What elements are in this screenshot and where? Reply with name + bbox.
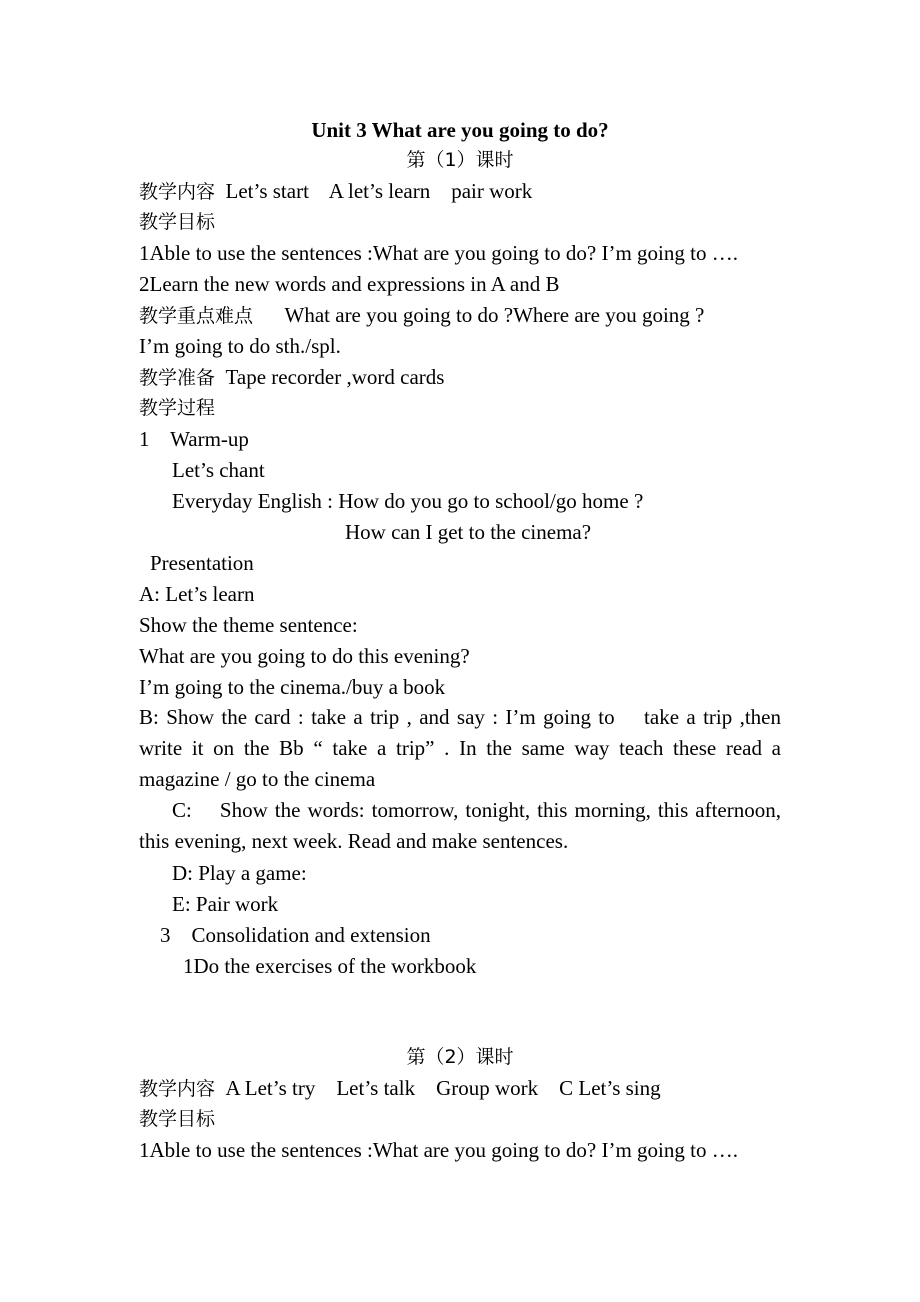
prep-value: Tape recorder ,word cards [225,365,445,389]
lesson-1-goal-1: 1Able to use the sentences :What are you going to do? I’m going to …. [139,241,738,265]
c-paragraph-line-2: this evening, next week. Read and make sentences. [139,829,569,853]
content-value: Let’s start A let’s learn pair work [225,179,533,203]
step-1-number: 1 [139,427,150,451]
lesson-1-goals-label: 教学目标 [139,211,216,233]
b-paragraph-line-1: B: Show the card : take a trip , and say : I’m going to take a trip ,then [139,705,781,729]
step-1-chant: Let’s chant [172,458,265,482]
lesson-2-goals-label: 教学目标 [139,1108,216,1130]
content-label: 教学内容 [139,1078,216,1100]
content-label: 教学内容 [139,181,216,203]
key-value: What are you going to do ?Where are you going ? [284,303,705,327]
step-3-item: 1Do the exercises of the workbook [183,954,477,978]
lesson-1-key-row [139,302,704,329]
step-1-row [139,426,249,452]
step-1-everyday-english: Everyday English : How do you go to school/go home ? [172,489,644,513]
e-pair-work: E: Pair work [172,892,279,916]
step-3-number: 3 [160,923,171,947]
step-3-title: Consolidation and extension [191,923,431,947]
lesson-2-heading: 第（2）课时 [406,1046,514,1068]
b-paragraph-line-3: magazine / go to the cinema [139,767,376,791]
content-value: A Let’s try Let’s talk Group work C Let’s sing [225,1076,661,1100]
key-label: 教学重点难点 [139,305,254,327]
lesson-1-prep-row [139,364,444,391]
lesson-2-goal-1: 1Able to use the sentences :What are you going to do? I’m going to …. [139,1138,738,1162]
lesson-1-goal-2: 2Learn the new words and expressions in A and B [139,272,560,296]
step-3-row [160,922,431,948]
lesson-1-process-label: 教学过程 [139,397,216,419]
prep-label: 教学准备 [139,367,216,389]
show-theme-sentence: Show the theme sentence: [139,613,358,637]
a-lets-learn: A: Let’s learn [139,582,255,606]
question-this-evening: What are you going to do this evening? [139,644,470,668]
c-paragraph-line-1: C: Show the words: tomorrow, tonight, this morning, this afternoon, [172,798,781,822]
answer-cinema: I’m going to the cinema./buy a book [139,675,446,699]
lesson-1-heading: 第（1）课时 [406,149,514,171]
b-paragraph-line-2: write it on the Bb “ take a trip” . In the same way teach these read a [139,736,781,760]
document-title: Unit 3 What are you going to do? [311,118,609,142]
presentation-heading: Presentation [150,551,254,575]
lesson-2-content-row [139,1075,661,1102]
step-1-cinema-question: How can I get to the cinema? [345,520,592,544]
lesson-1-key-value-2: I’m going to do sth./spl. [139,334,341,358]
step-1-title: Warm-up [170,427,249,451]
d-play-game: D: Play a game: [172,861,307,885]
lesson-1-content-row [139,178,532,205]
